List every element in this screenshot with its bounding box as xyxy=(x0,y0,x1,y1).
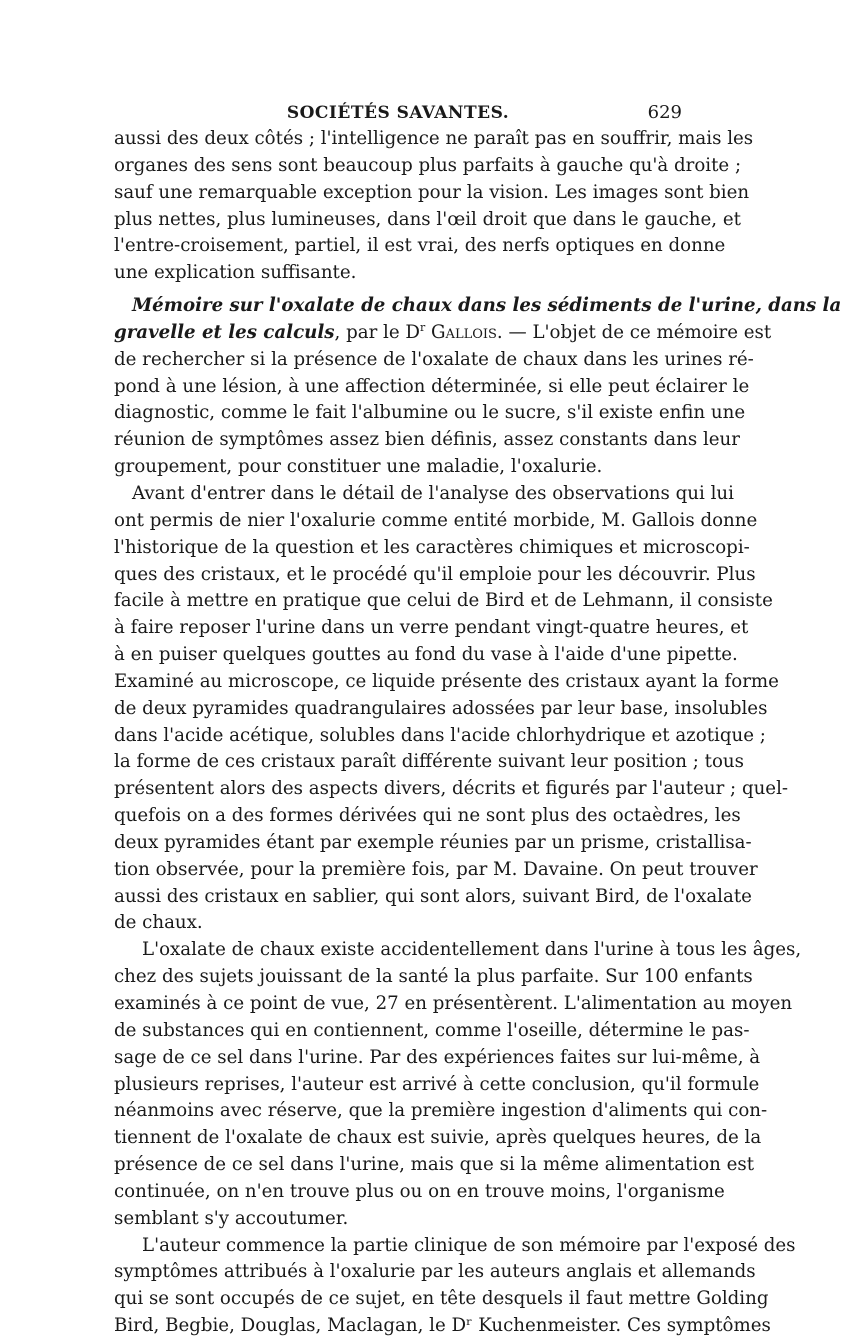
text-line xyxy=(114,320,772,347)
text-line: tion observée, pour la première fois, par M. Davaine. On peut trouver xyxy=(114,858,758,880)
text-line: quefois on a des formes dérivées qui ne sont plus des octaèdres, les xyxy=(114,805,741,827)
text-line: Examiné au microscope, ce liquide présente des cristaux ayant la forme xyxy=(114,670,779,692)
text-line: l'entre-croisement, partiel, il est vrai, des nerfs optiques en donne xyxy=(114,235,726,257)
text-line: dans l'acide acétique, solubles dans l'acide chlorhydrique et azotique ; xyxy=(114,724,766,746)
text-line: ques des cristaux, et le procédé qu'il emploie pour les découvrir. Plus xyxy=(114,563,756,585)
text-line: ont permis de nier l'oxalurie comme entité morbide, M. Gallois donne xyxy=(114,509,758,531)
text-line: symptômes attribués à l'oxalurie par les auteurs anglais et allemands xyxy=(114,1261,756,1283)
text-line: l'historique de la question et les caractères chimiques et microscopi- xyxy=(114,536,750,558)
text-line: de rechercher si la présence de l'oxalate de chaux dans les urines ré- xyxy=(114,348,754,370)
text-line: tiennent de l'oxalate de chaux est suivie, après quelques heures, de la xyxy=(114,1127,762,1149)
running-title: SOCIÉTÉS SAVANTES. xyxy=(286,103,510,123)
text-line: une explication suffisante. xyxy=(114,262,357,284)
text-span: . — L'objet de ce mémoire est xyxy=(496,321,772,343)
paragraph-2 xyxy=(114,293,841,481)
text-line: qui se sont occupés de ce sujet, en tête desquels il faut mettre Golding xyxy=(114,1288,769,1310)
text-line: sauf une remarquable exception pour la vision. Les images sont bien xyxy=(114,181,750,203)
text-line: aussi des deux côtés ; l'intelligence ne paraît pas en souffrir, mais les xyxy=(114,128,754,149)
text-line: la forme de ces cristaux paraît différente suivant leur position ; tous xyxy=(114,751,744,773)
paragraph-3 xyxy=(114,481,789,937)
text-span: , par le D xyxy=(334,321,420,343)
paragraph-4 xyxy=(114,937,802,1232)
text-line: deux pyramides étant par exemple réunies par un prisme, cristallisa- xyxy=(114,831,752,853)
page-header xyxy=(114,100,682,126)
body-text xyxy=(114,126,841,1340)
text-line: plusieurs reprises, l'auteur est arrivé à cette conclusion, qu'il formule xyxy=(114,1073,760,1095)
text-line: présence de ce sel dans l'urine, mais que si la même alimentation est xyxy=(114,1154,755,1176)
text-line: L'oxalate de chaux existe accidentellement dans l'urine à tous les âges, xyxy=(142,939,802,961)
text-line: groupement, pour constituer une maladie, l'oxalurie. xyxy=(114,456,603,478)
text-line: Bird, Begbie, Douglas, Maclagan, le Dʳ Kuchenmeister. Ces symptômes xyxy=(114,1315,771,1337)
author-name: Gallois xyxy=(425,321,497,343)
superscript: r xyxy=(419,320,426,334)
text-line: organes des sens sont beaucoup plus parfaits à gauche qu'à droite ; xyxy=(114,154,742,176)
paragraph-1 xyxy=(114,126,754,287)
text-line: de substances qui en contiennent, comme l'oseille, détermine le pas- xyxy=(114,1019,750,1041)
text-line: chez des sujets jouissant de la santé la plus parfaite. Sur 100 enfants xyxy=(114,966,753,988)
text-line: présentent alors des aspects divers, décrits et figurés par l'auteur ; quel- xyxy=(114,778,789,800)
page-number: 629 xyxy=(647,102,682,123)
text-line: néanmoins avec réserve, que la première ingestion d'aliments qui con- xyxy=(114,1100,768,1122)
text-line: pond à une lésion, à une affection déterminée, si elle peut éclairer le xyxy=(114,375,750,397)
text-line: de deux pyramides quadrangulaires adossées par leur base, insolubles xyxy=(114,697,768,719)
paragraph-5 xyxy=(114,1233,796,1340)
text-line: réunion de symptômes assez bien définis, assez constants dans leur xyxy=(114,429,740,451)
text-line: à en puiser quelques gouttes au fond du vase à l'aide d'une pipette. xyxy=(114,644,738,666)
text-line: aussi des cristaux en sablier, qui sont alors, suivant Bird, de l'oxalate xyxy=(114,885,752,907)
text-line: facile à mettre en pratique que celui de Bird et de Lehmann, il consiste xyxy=(114,590,773,612)
text-line: plus nettes, plus lumineuses, dans l'œil droit que dans le gauche, et xyxy=(114,208,741,230)
text-line: à faire reposer l'urine dans un verre pendant vingt-quatre heures, et xyxy=(114,617,749,639)
text-line: Avant d'entrer dans le détail de l'analyse des observations qui lui xyxy=(132,482,734,504)
text-line: L'auteur commence la partie clinique de son mémoire par l'exposé des xyxy=(142,1234,796,1256)
text-line: continuée, on n'en trouve plus ou on en trouve moins, l'organisme xyxy=(114,1180,725,1202)
text-line: diagnostic, comme le fait l'albumine ou le sucre, s'il existe enfin une xyxy=(114,402,746,424)
text-line: examinés à ce point de vue, 27 en présentèrent. L'alimentation au moyen xyxy=(114,993,793,1014)
memoir-title: Mémoire sur l'oxalate de chaux dans les sédiments de l'urine, dans la xyxy=(132,295,841,317)
text-line: sage de ce sel dans l'urine. Par des expériences faites sur lui-même, à xyxy=(114,1046,761,1068)
memoir-title-cont: gravelle et les calculs xyxy=(114,321,335,343)
text-line: semblant s'y accoutumer. xyxy=(114,1207,349,1229)
text-line: de chaux. xyxy=(114,912,203,934)
